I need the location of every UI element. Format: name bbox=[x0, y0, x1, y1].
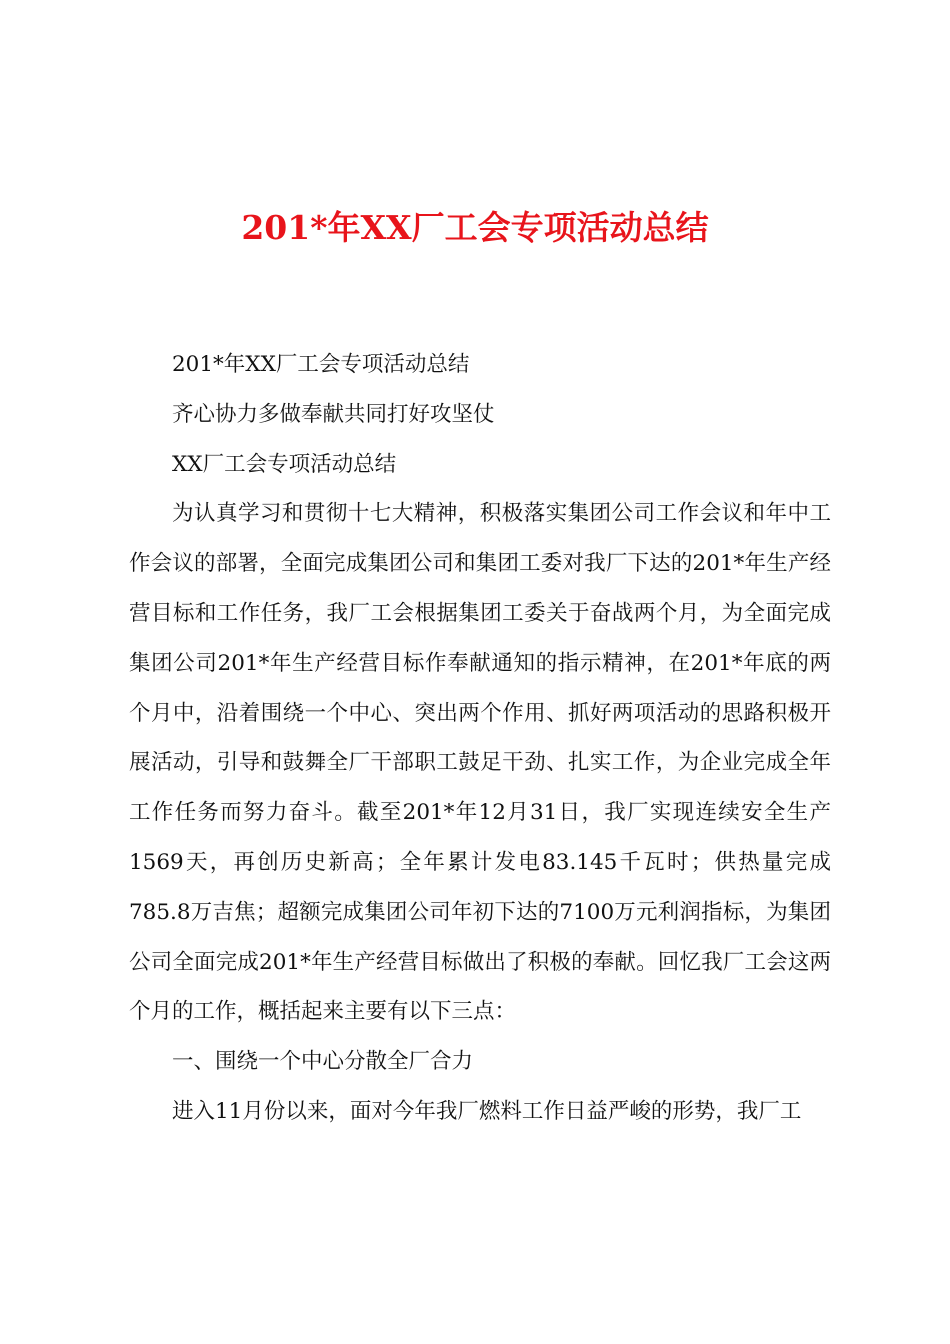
paragraph-heading: XX厂工会专项活动总结 bbox=[172, 451, 397, 477]
paragraph-intro: 为认真学习和贯彻十七大精神，积极落实集团公司工作会议和年中工作会议的部署，全面完成集团公司和集团工委对我厂下达的201*年生产经营目标和工作任务，我厂工会根据集团工委关于奋战两个月，为全面完成集团公司201*年生产经营目标作奉献通知的指示精神，在201*年底的两个月中，沿着围绕一个中心、突出两个作用、抓好两项活动的思路积极开展活动，引导和鼓舞全厂干部职工鼓足干劲、扎实工作，为企业完成全年工作任务而努力奋斗。截至201*年12月31日，我厂实现连续安全生产1569天，再创历史新高；全年累计发电83.145千瓦时；供热量完成785.8万吉焦；超额完成集团公司年初下达的7100万元利润指标，为集团公司全面完成201*年生产经营目标做出了积极的奉献。回忆我厂工会这两个月的工作，概括起来主要有以下三点： bbox=[129, 501, 831, 1025]
paragraph-section-heading: 一、围绕一个中心分散全厂合力 bbox=[172, 1049, 474, 1075]
paragraph-slogan: 齐心协力多做奉献共同打好攻坚仗 bbox=[172, 401, 495, 427]
paragraph-section-body: 进入11月份以来，面对今年我厂燃料工作日益严峻的形势，我厂工 bbox=[172, 1098, 802, 1124]
document-body bbox=[129, 340, 831, 1137]
document-title: 201*年XX厂工会专项活动总结 bbox=[241, 208, 709, 247]
paragraph-subtitle: 201*年XX厂工会专项活动总结 bbox=[172, 352, 470, 377]
